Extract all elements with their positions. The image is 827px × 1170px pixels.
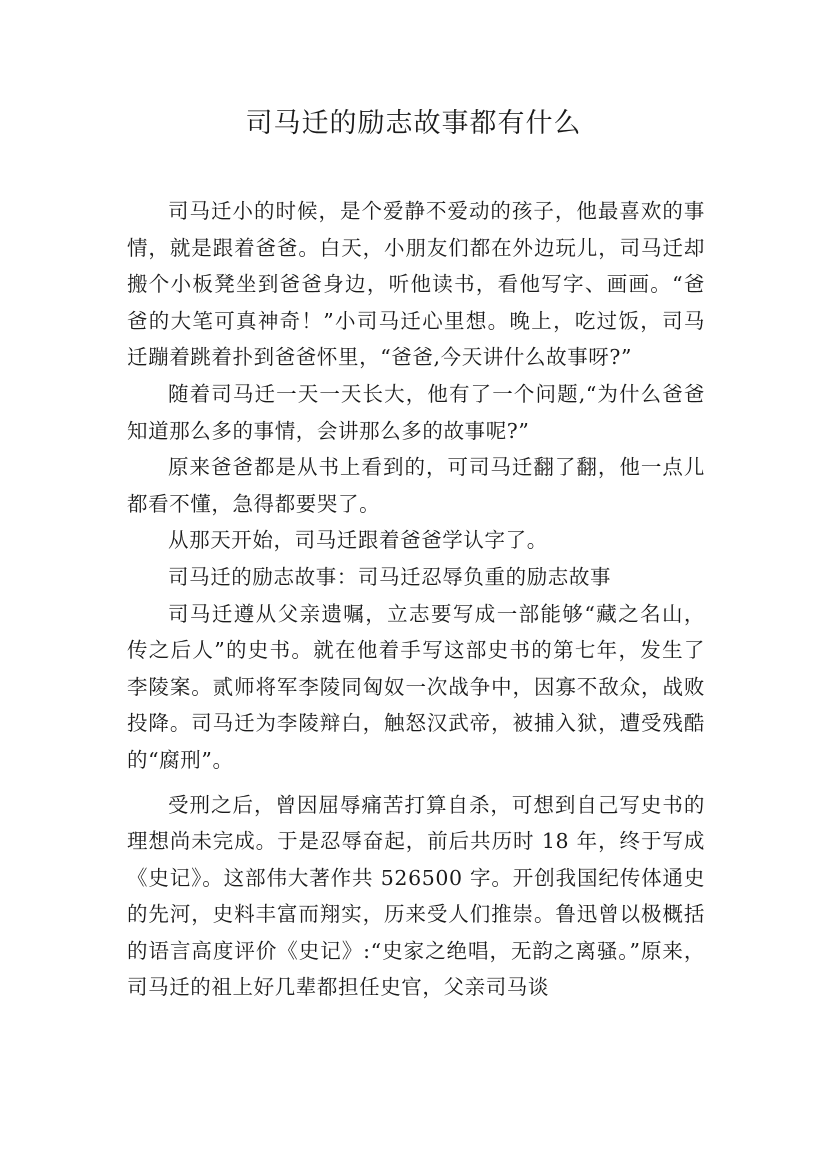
paragraph-learning: 从那天开始，司马迁跟着爸爸学认字了。 [168,528,548,553]
paragraph-childhood: 司马迁小的时候，是个爱静不爱动的孩子，他最喜欢的事情，就是跟着爸爸。白天，小朋友们都在外边玩儿，司马迁却搬个小板凳坐到爸爸身边，听他读书，看他写字、画画。“爸爸的大笔可真神奇！”小司马迁心里想。晚上，吃过饭，司马迁蹦着跳着扑到爸爸怀里，“爸爸,今天讲什么故事呀?” [127,199,705,370]
document-title: 司马迁的励志故事都有什么 [245,108,582,139]
paragraph-shiji: 受刑之后，曾因屈辱痛苦打算自杀，可想到自己写史书的理想尚未完成。于是忍辱奋起，前后共历时 18 年，终于写成《史记》。这部伟大著作共 526500 字。开创我国纪传体通史的先河，史料丰富而翔实，历来受人们推崇。鲁迅曾以极概括的语言高度评价《史记》:“史家之绝唱，无韵之离骚。”原来，司马迁的祖上好几辈都担任史官，父亲司马谈 [127,792,705,1000]
paragraph-question: 随着司马迁一天一天长大，他有了一个问题,“为什么爸爸知道那么多的事情，会讲那么多的故事呢?” [127,381,705,443]
paragraph-li-ling-case: 司马迁遵从父亲遗嘱，立志要写成一部能够“藏之名山，传之后人”的史书。就在他着手写这部史书的第七年，发生了李陵案。贰师将军李陵同匈奴一次战争中，因寡不敌众，战败投降。司马迁为李陵辩白，触怒汉武帝，被捕入狱，遭受残酷的“腐刑”。 [127,601,705,772]
section-heading: 司马迁的励志故事：司马迁忍辱负重的励志故事 [168,564,612,589]
paragraph-books: 原来爸爸都是从书上看到的，可司马迁翻了翻，他一点儿都看不懂，急得都要哭了。 [127,455,705,516]
document-body [127,193,705,1006]
